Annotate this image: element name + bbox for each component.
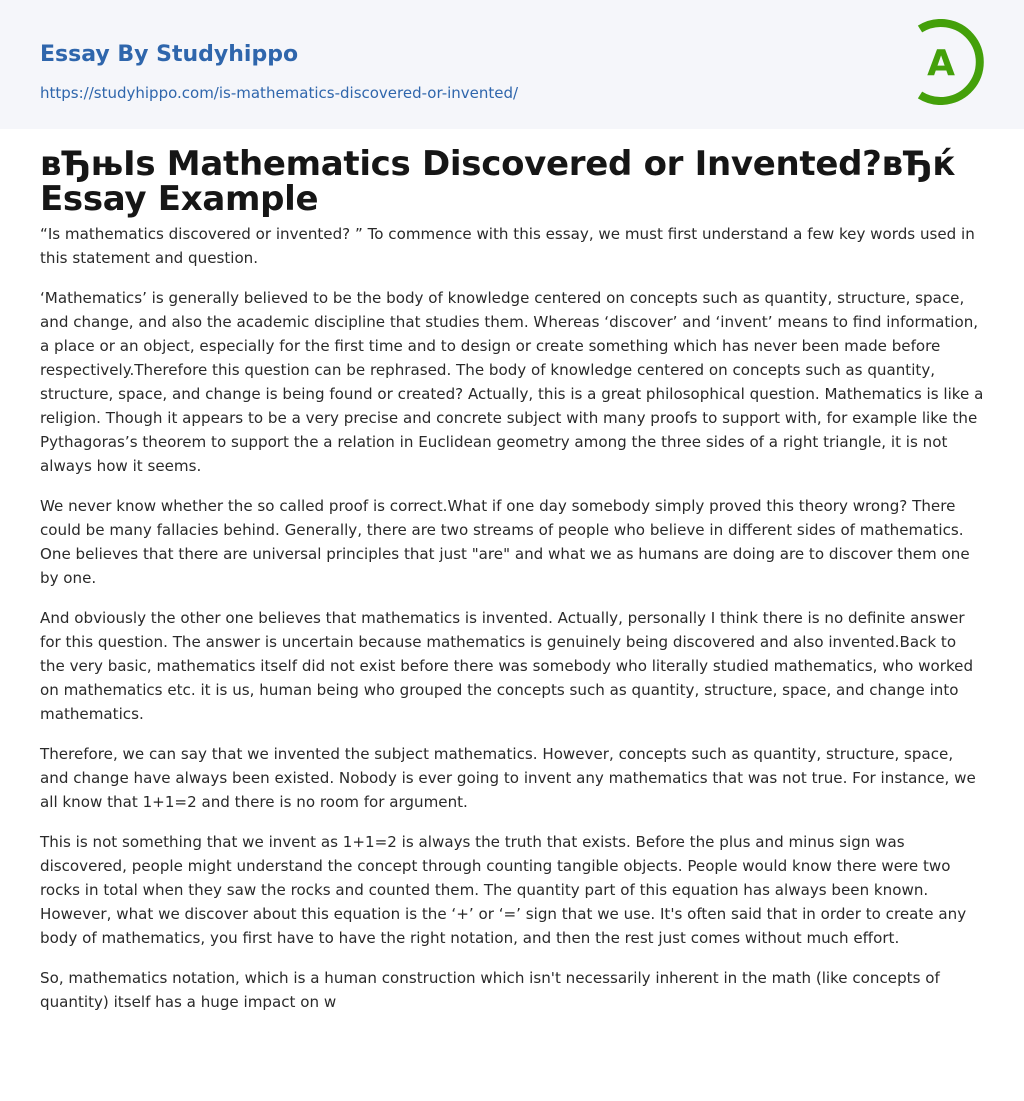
article [0,129,1024,1014]
source-url-link[interactable]: https://studyhippo.com/is-mathematics-discovered-or-invented/ [40,84,519,102]
paragraph: Therefore, we can say that we invented the subject mathematics. However, concepts such as quantity, structure, space, and change have always been existed. Nobody is ever going to invent any mathematics that was not true. For instance, we all know that 1+1=2 and there is no room for argument. [40,745,976,811]
site-title: Essay By Studyhippo [40,42,299,67]
paragraph: This is not something that we invent as 1+1=2 is always the truth that exists. Before the plus and minus sign was discovered, people might understand the concept through counting tangible objects. People would know there were two rocks in total when they saw the rocks and counted them. The quantity part of this equation has always been known. However, what we discover about this equation is the ‘+’ or ‘=’ sign that we use. It's often said that in order to create any body of mathematics, you first have to have the right notation, and then the rest just comes without much effort. [40,833,967,947]
studyhippo-logo-icon [912,19,986,105]
site-header [0,0,1024,129]
paragraph: ‘Mathematics’ is generally believed to be the body of knowledge centered on concepts such as quantity, structure, space, and change, and also the academic discipline that studies them. Whereas ‘discover’ and ‘invent’ means to find information, a place or an object, especially for the first time and to design or create something which has never been made before respectively.Therefore this question can be rephrased. The body of knowledge centered on concepts such as quantity, structure, space, and change is being found or created? Actually, this is a great philosophical question. Mathematics is like a religion. Though it appears to be a very precise and concrete subject with many proofs to support with, for example like the Pythagoras’s theorem to support the a relation in Euclidean geometry among the three sides of a right triangle, it is not always how it seems. [40,289,984,475]
paragraph: And obviously the other one believes that mathematics is invented. Actually, personally I think there is no definite answer for this question. The answer is uncertain because mathematics is genuinely being discovered and also invented.Back to the very basic, mathematics itself did not exist before there was somebody who literally studied mathematics, who worked on mathematics etc. it is us, human being who grouped the concepts such as quantity, structure, space, and change into mathematics. [40,609,974,723]
paragraph: “Is mathematics discovered or invented? ” To commence with this essay, we must first understand a few key words used in this statement and question. [40,225,975,267]
logo-letter: A [927,43,955,84]
paragraph: So, mathematics notation, which is a human construction which isn't necessarily inherent in the math (like concepts of quantity) itself has a huge impact on w [40,969,940,1011]
article-title: вЂњIs Mathematics Discovered or Invented?вЂќ Essay Example [40,144,956,219]
paragraph: We never know whether the so called proof is correct.What if one day somebody simply proved this theory wrong? There could be many fallacies behind. Generally, there are two streams of people who believe in different sides of mathematics. One believes that there are universal principles that just "are" and what we as humans are doing are to discover them one by one. [40,497,970,587]
